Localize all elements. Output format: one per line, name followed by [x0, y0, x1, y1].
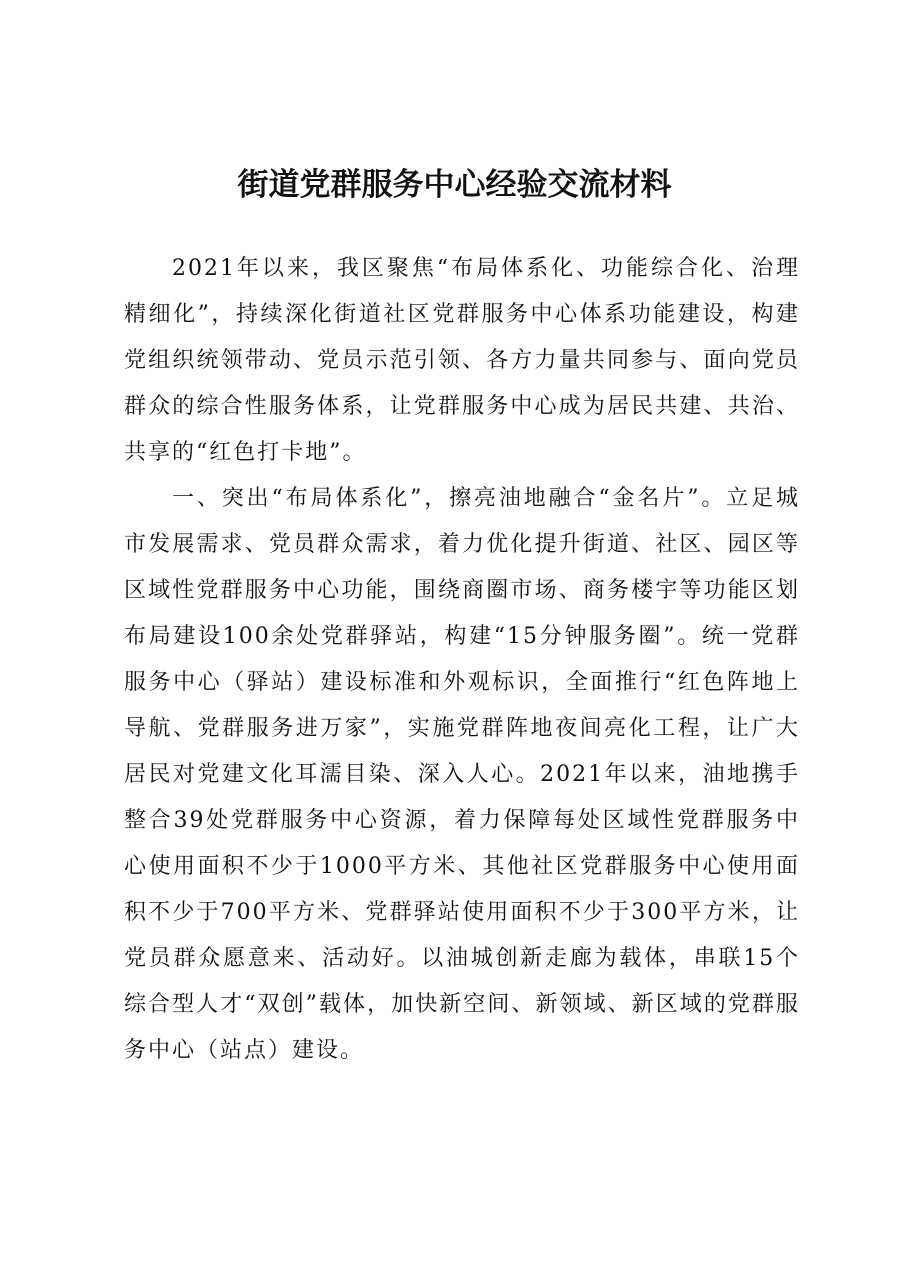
- document-body: [124, 246, 800, 1074]
- paragraph-section-one: 一、突出“布局体系化”，擦亮油地融合“金名片”。立足城市发展需求、党员群众需求，着力优化提升街道、社区、园区等区域性党群服务中心功能，围绕商圈市场、商务楼宇等功能区划布局建设100余处党群驿站，构建“15分钟服务圈”。统一党群服务中心（驿站）建设标准和外观标识，全面推行“红色阵地上导航、党群服务进万家”，实施党群阵地夜间亮化工程，让广大居民对党建文化耳濡目染、深入人心。2021年以来，油地携手整合39处党群服务中心资源，着力保障每处区域性党群服务中心使用面积不少于1000平方米、其他社区党群服务中心使用面积不少于700平方米、党群驿站使用面积不少于300平方米，让党员群众愿意来、活动好。以油城创新走廊为载体，串联15个综合型人才“双创”载体，加快新空间、新领域、新区域的党群服务中心（站点）建设。: [124, 486, 800, 1063]
- document-title: 街道党群服务中心经验交流材料: [237, 167, 672, 203]
- paragraph-intro: 2021年以来，我区聚焦“布局体系化、功能综合化、治理精细化”，持续深化街道社区党群服务中心体系功能建设，构建党组织统领带动、党员示范引领、各方力量共同参与、面向党员群众的综合性服务体系，让党群服务中心成为居民共建、共治、共享的“红色打卡地”。: [124, 256, 800, 465]
